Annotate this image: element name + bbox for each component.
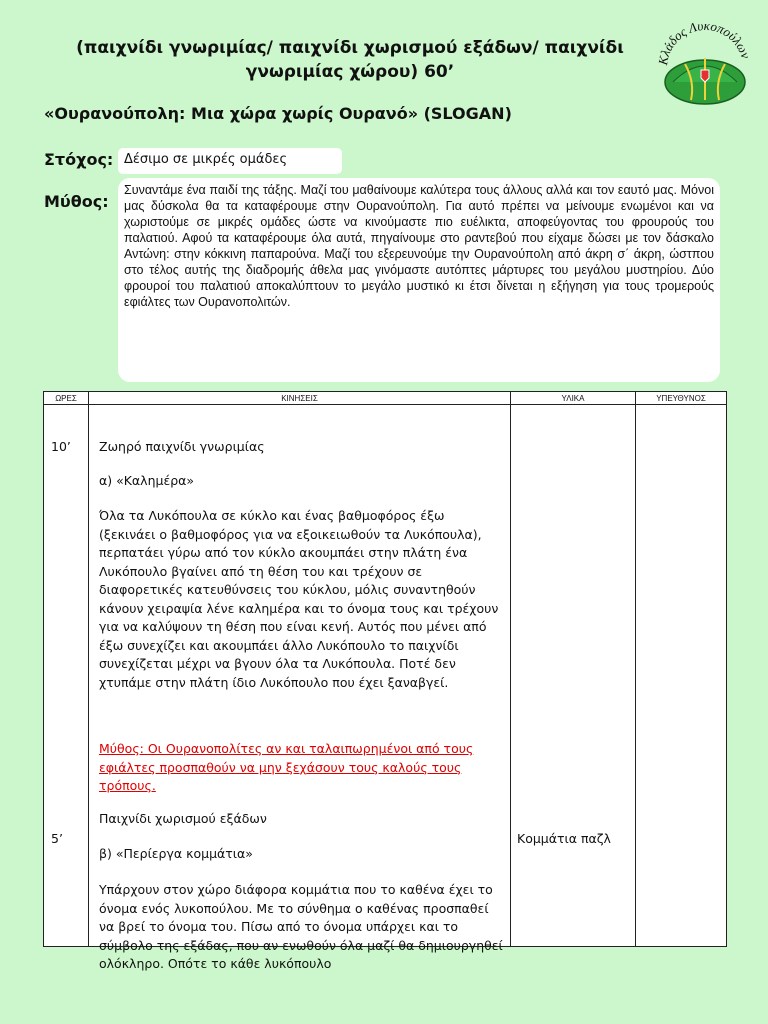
header-materials: ΥΛΙΚΑ	[511, 392, 636, 405]
moves-cell	[89, 405, 511, 971]
hours-value: 5’	[51, 831, 63, 846]
myth-text: Συναντάμε ένα παιδί της τάξης. Μαζί του μαθαίνουμε καλύτερα τους άλλους αλλά και τον εαυτό μας. Μόνοι μας δύσκολα θα τα καταφέρουμε στην Ουρανούπολη. Για αυτό πρέπει να μείνουμε ενωμένοι και να χωριστούμε σε μικρές ομάδες ώστε να κινούμαστε πιο ευέλικτα, αποφεύγοντας του φρουρούς του παλατιού. Αφού τα καταφέρουμε όλα αυτά, πηγαίνουμε στο ραντεβού που είχαμε δώσει με τον δάσκαλο Αντώνη: στην κόκκινη παπαρούνα. Μαζί του εξερευνούμε την Ουρανούπολη από άκρη σ΄ άκρη, ώστπου στο τέλος αυτής της διαδρομής άθελα μας γινόμαστε αυτόπτες μάρτυρες του μεγάλου μυστηρίου. Δύο φρουροί του παλατιού αποκαλύπτουν το μεγάλο μυστικό κι έτσι δίνεται η εξήγηση για τους τρομερούς εφιάλτες των Ουρανοπολιτών.	[118, 178, 720, 382]
page-title: (παιχνίδι γνωριμίας/ παιχνίδι χωρισμού εξάδων/ παιχνίδι γνωριμίας χώρου) 60’	[76, 38, 624, 82]
table-row	[44, 405, 727, 947]
table-header-row	[44, 392, 727, 405]
materials-value: Κομμάτια παζλ	[517, 831, 611, 846]
activity-name: β) «Περίεργα κομμάτια»	[99, 846, 253, 861]
hours-cell	[44, 405, 89, 947]
goal-label: Στόχος:	[44, 150, 114, 169]
activity-description: Όλα τα Λυκόπουλα σε κύκλο και ένας βαθμοφόρος έξω (ξεκινάει ο βαθμοφόρος για να εξοικειωθούν τα Λυκόπουλα), περπατάει γύρω από τον κύκλο ακουμπάει στην πλάτη ένα Λυκόπουλο βγαίνει από τη θέση του και τρέχουν σε διαφορετικές κατευθύνσεις του κύκλου, μόλις συναντηθούν κάνουν χειραψία λένε καλημέρα και το όνομα τους και τρέχουν για να καλύψουν τη θέση που είναι κενή. Αυτός που μένει από έξω συνεχίζει και ακουμπάει άλλο Λυκόπουλο το παιχνίδι συνεχίζεται μέχρι να βγουν όλα τα Λυκόπουλα. Ποτέ δεν χτυπάμε στην πλάτη ίδιο Λυκόπουλο που έχει ξαναβγεί.	[99, 508, 499, 690]
cub-scouts-logo	[655, 20, 755, 110]
slogan: «Ουρανούπολη: Μια χώρα χωρίς Ουρανό» (SLOGAN)	[44, 104, 512, 123]
activity-name: α) «Καλημέρα»	[99, 473, 195, 488]
header-hours: ΩΡΕΣ	[44, 392, 89, 405]
materials-cell	[511, 405, 636, 947]
goal-field: Δέσιμο σε μικρές ομάδες	[118, 148, 342, 174]
responsible-cell	[636, 405, 727, 947]
hours-value: 10’	[51, 439, 71, 454]
myth-label: Μύθος:	[44, 192, 109, 211]
myth-note: Μύθος: Οι Ουρανοπολίτες αν και ταλαιπωρημένοι από τους εφιάλτες προσπαθούν να μην ξεχάσουν τους καλούς τους τρόπους.	[99, 741, 474, 793]
activity-table	[43, 391, 727, 971]
header-responsible: ΥΠΕΥΘΥΝΟΣ	[636, 392, 727, 405]
activity-description: Υπάρχουν στον χώρο διάφορα κομμάτια που το καθένα έχει το όνομα ενός λυκοπούλου. Με το σύνθημα ο καθένας προσπαθεί να βρεί το όνομα του. Πίσω από το όνομα υπάρχει και το σύμβολο της εξάδας, που αν ενωθούν όλα μαζί θα δημιουργηθεί ολόκληρο. Οπότε το κάθε λυκόπουλο	[99, 882, 503, 971]
activity-title: Ζωηρό παιχνίδι γνωριμίας	[99, 439, 265, 454]
logo-text: Κλάδος Λυκοπούλων	[655, 20, 754, 67]
activity-title: Παιχνίδι χωρισμού εξάδων	[99, 811, 267, 826]
header-moves: ΚΙΝΗΣΕΙΣ	[89, 392, 511, 405]
